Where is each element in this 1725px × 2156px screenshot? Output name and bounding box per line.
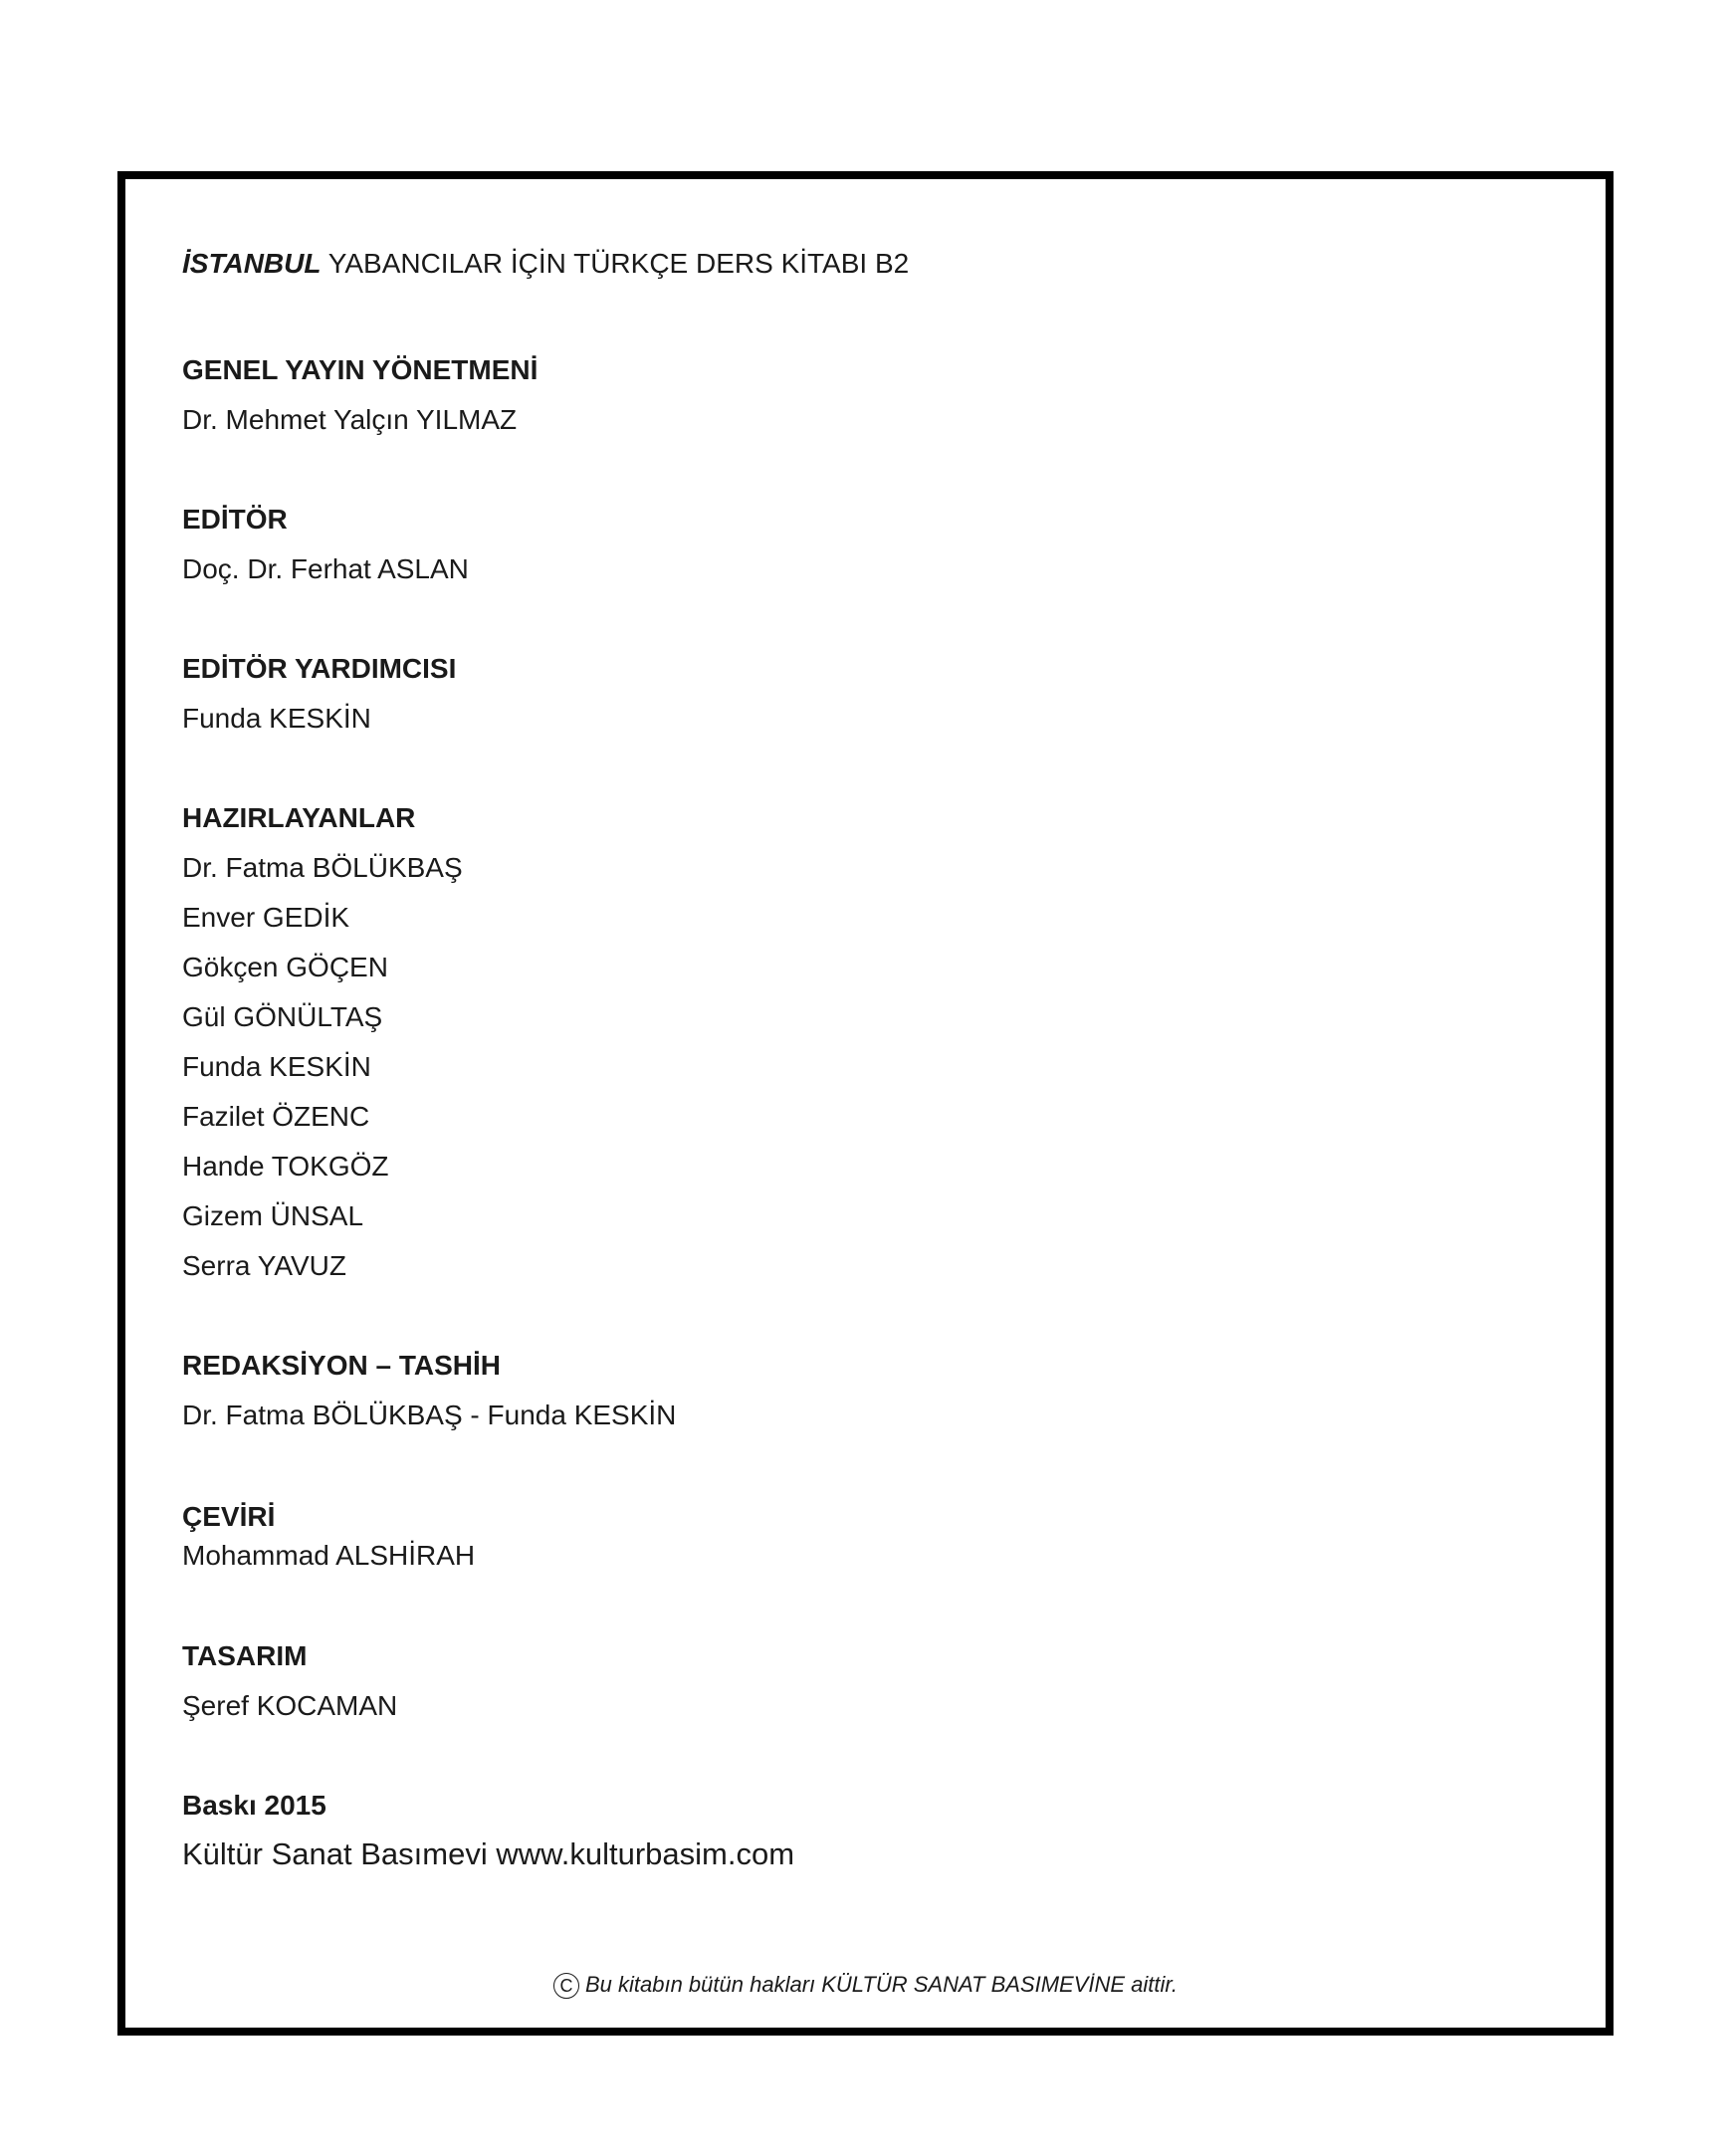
name-preparer: Enver GEDİK — [182, 902, 350, 933]
book-title-rest: YABANCILAR İÇİN TÜRKÇE DERS KİTABI B2 — [321, 248, 910, 279]
heading-assistant-editor: EDİTÖR YARDIMCISI — [182, 653, 457, 684]
name-translation: Mohammad ALSHİRAH — [182, 1540, 476, 1571]
heading-general-publishing-director: GENEL YAYIN YÖNETMENİ — [182, 354, 539, 385]
copyright-icon: C — [553, 1973, 579, 1999]
page-border — [117, 171, 1614, 2036]
name-preparer: Gül GÖNÜLTAŞ — [182, 1001, 383, 1032]
heading-proofreading: REDAKSİYON – TASHİH — [182, 1350, 501, 1381]
name-preparer: Gizem ÜNSAL — [182, 1200, 364, 1231]
heading-prepared-by: HAZIRLAYANLAR — [182, 802, 416, 833]
heading-translation: ÇEVİRİ — [182, 1501, 276, 1532]
name-preparer: Dr. Fatma BÖLÜKBAŞ — [182, 852, 463, 883]
copyright-text: Bu kitabın bütün hakları KÜLTÜR SANAT BASIMEVİNE aittir. — [584, 1972, 1179, 1997]
heading-printing: Baskı 2015 — [182, 1790, 326, 1821]
heading-editor: EDİTÖR — [182, 504, 288, 535]
name-preparer: Fazilet ÖZENC — [182, 1101, 370, 1132]
name-preparer: Serra YAVUZ — [182, 1250, 346, 1281]
name-general-publishing-director: Dr. Mehmet Yalçın YILMAZ — [182, 404, 518, 435]
name-proofreading: Dr. Fatma BÖLÜKBAŞ - Funda KESKİN — [182, 1400, 677, 1430]
name-editor: Doç. Dr. Ferhat ASLAN — [182, 553, 469, 584]
book-title-city: İSTANBUL — [182, 248, 322, 279]
name-preparer: Funda KESKİN — [182, 1051, 371, 1082]
name-preparer: Gökçen GÖÇEN — [182, 952, 388, 982]
copyright-notice — [125, 1971, 1606, 1999]
name-assistant-editor: Funda KESKİN — [182, 703, 371, 734]
name-preparer: Hande TOKGÖZ — [182, 1151, 389, 1182]
heading-design: TASARIM — [182, 1640, 308, 1671]
book-title — [182, 247, 909, 281]
publisher-info: Kültür Sanat Basımevi www.kulturbasim.com — [182, 1836, 795, 1871]
name-design: Şeref KOCAMAN — [182, 1690, 398, 1721]
